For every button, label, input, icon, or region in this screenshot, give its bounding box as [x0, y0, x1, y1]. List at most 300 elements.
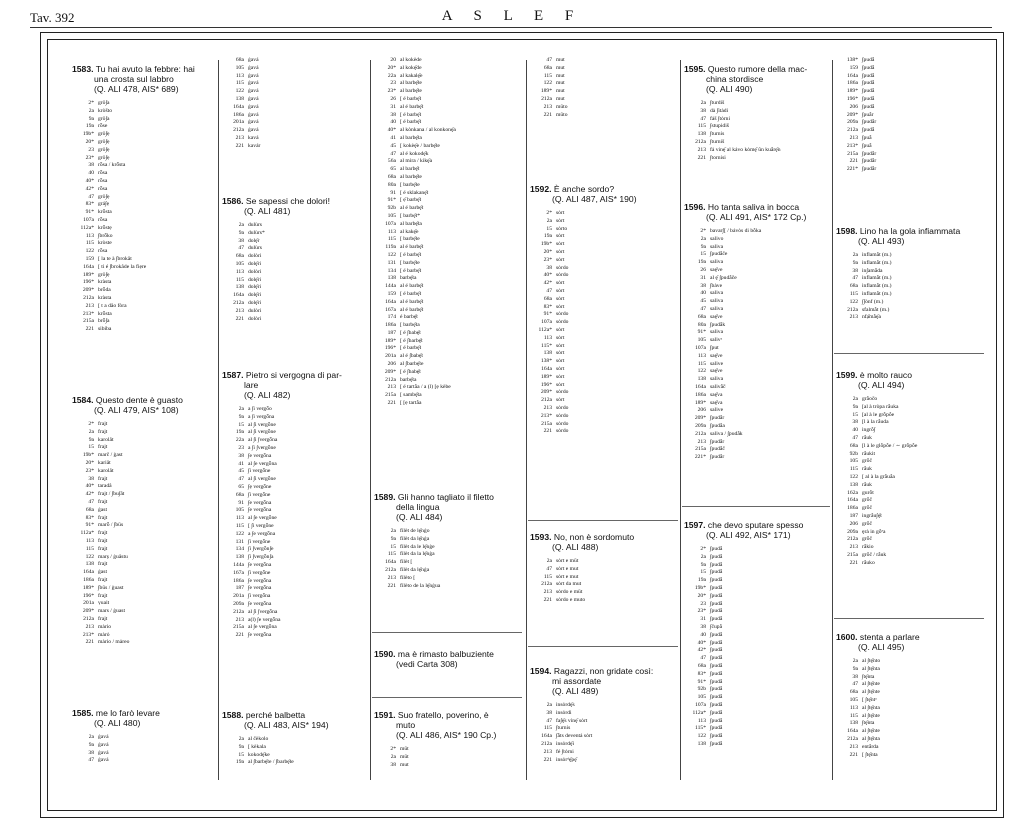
dialect-form: dolȩ̄ri — [248, 260, 262, 267]
response-row — [72, 279, 212, 287]
question-line: Pietro si vergogna di par- — [245, 370, 342, 380]
response-row — [684, 546, 830, 554]
question-number: 1588. — [222, 710, 244, 720]
question-number: 1595. — [684, 64, 706, 74]
dialect-form: rȫsa / krȫsta — [98, 162, 126, 169]
dialect-form: [ é barbȩ̄t — [400, 251, 422, 258]
location-code: 23 — [88, 146, 94, 153]
dialect-form: ∫pudǡ — [862, 88, 875, 95]
dialect-form: sȯrt — [556, 210, 565, 216]
section-1600 — [836, 632, 984, 759]
response-row — [530, 589, 678, 597]
response-row — [72, 468, 212, 476]
dialect-form: sȯrdo — [556, 404, 569, 411]
question-number: 1590. — [374, 649, 396, 659]
dialect-form: sȯrt — [556, 241, 565, 248]
location-code: 113 — [387, 228, 396, 235]
question-line: Se sapessi che dolori! — [245, 196, 330, 206]
question-number: 1585. — [72, 708, 94, 718]
dialect-form: in∫amǡda — [862, 267, 883, 274]
location-code: 212a — [695, 138, 706, 145]
response-row — [836, 443, 984, 451]
location-code: 164a — [847, 72, 858, 79]
location-code: 22a — [387, 72, 396, 79]
location-code: 212a — [233, 608, 244, 615]
response-row — [684, 108, 830, 116]
dialect-form: grö∫ẹ — [98, 131, 110, 138]
response-row — [684, 554, 830, 562]
response-row — [836, 458, 984, 466]
dialect-form: frajt / ∫bu∫ât — [98, 491, 125, 498]
dialect-form: frajt — [98, 421, 108, 427]
location-code: 122 — [697, 733, 706, 740]
response-row — [684, 577, 830, 585]
location-code: 23* — [85, 154, 94, 161]
response-row — [72, 554, 212, 562]
location-code: 15 — [700, 251, 706, 258]
response-row — [72, 421, 212, 429]
dialect-form: sȯrt — [556, 256, 565, 263]
location-code: 221 — [235, 315, 244, 322]
response-row — [72, 116, 212, 124]
dialect-form: ∫i vergȫne — [248, 491, 271, 498]
response-row — [836, 674, 984, 682]
location-code: 167a — [385, 306, 396, 313]
section-rule — [372, 632, 522, 633]
dialect-form: saȩ̄ve — [710, 266, 723, 273]
response-row — [836, 283, 984, 291]
dialect-form: sȯrdo — [556, 264, 569, 271]
dialect-form: ∫e vergȫna — [248, 499, 272, 506]
response-row — [530, 241, 678, 249]
dialect-form: marč / ġast — [98, 452, 123, 459]
dialect-form: ġavá — [98, 749, 109, 756]
dialect-form: dȧ ∫itȧdi — [710, 107, 729, 114]
section-rule — [682, 506, 830, 507]
location-code: 164a — [233, 292, 244, 299]
response-row — [222, 453, 362, 461]
location-code: 47 — [546, 717, 552, 724]
response-list — [72, 734, 212, 765]
response-row — [684, 608, 830, 616]
dialect-form: saliva — [710, 259, 724, 266]
dialect-form: saliva — [710, 298, 724, 305]
response-list — [684, 228, 830, 462]
response-row — [222, 96, 362, 104]
response-row — [684, 647, 830, 655]
response-row — [684, 275, 830, 283]
response-row — [374, 229, 522, 237]
response-row — [72, 162, 212, 170]
response-row — [374, 80, 522, 88]
dialect-form: a ∫i vergȫna — [248, 413, 275, 420]
response-row — [374, 166, 522, 174]
location-code: 138 — [387, 275, 396, 282]
response-row — [836, 158, 984, 166]
response-row — [374, 762, 522, 770]
section-1593 — [530, 532, 678, 605]
dialect-form: gurȱt — [862, 489, 874, 496]
response-row — [530, 710, 678, 718]
source-reference: (Q. ALI 495) — [858, 642, 905, 652]
response-row — [72, 147, 212, 155]
location-code: 2* — [700, 546, 706, 552]
response-row — [684, 283, 830, 291]
dialect-form: sȯrt e mut — [556, 565, 579, 572]
response-row — [374, 528, 522, 536]
response-row — [530, 597, 678, 605]
dialect-form: salive — [710, 360, 724, 367]
location-code: 113 — [235, 515, 244, 522]
column-divider — [832, 60, 833, 780]
location-code: 26 — [390, 95, 396, 102]
dialect-form: ∫čupǡ — [710, 623, 723, 630]
dialect-form: [ é ∫barbȩ̄t — [400, 337, 423, 344]
question-text — [374, 649, 522, 669]
dialect-form: al ∫e vergȫna — [248, 624, 277, 631]
dialect-form: ġavá — [248, 119, 259, 126]
location-code: 83* — [85, 514, 94, 521]
location-code: 45 — [700, 298, 706, 305]
source-reference: (Q. ALI 478, AIS* 689) — [94, 84, 179, 94]
dialect-form: al é barbȩ̄t — [400, 205, 424, 212]
response-row — [836, 291, 984, 299]
dialect-form: sȯrdo — [556, 412, 569, 419]
response-row — [530, 327, 678, 335]
response-row — [374, 88, 522, 96]
location-code: 47 — [238, 476, 244, 483]
response-row — [72, 593, 212, 601]
dialect-form: barbȩ̄ta — [400, 275, 417, 282]
response-row — [530, 233, 678, 241]
response-row — [222, 143, 362, 151]
dialect-form: ∫pudǡ — [710, 600, 723, 607]
dialect-form: insȯrdi — [556, 709, 572, 716]
location-code: 138 — [849, 720, 858, 727]
location-code: 20* — [387, 64, 396, 71]
response-row — [72, 248, 212, 256]
dialect-form: ġavá — [248, 95, 259, 102]
dialect-form: [al à le grȱpȱe — [862, 411, 895, 418]
dialect-form: rǡuk — [862, 481, 872, 488]
question-text — [222, 370, 362, 390]
location-code: 144a — [385, 283, 396, 290]
dialect-form: [ é ∫babȩ̄t — [400, 329, 421, 336]
dialect-form: [ é barbȩ̄t — [400, 95, 422, 102]
question-text — [72, 64, 212, 84]
location-code: 91 — [390, 189, 396, 196]
dialect-form: ∫turniš — [710, 138, 725, 145]
response-row — [72, 225, 212, 233]
location-code: 38 — [238, 452, 244, 459]
response-row — [684, 131, 830, 139]
question-text — [222, 710, 362, 720]
location-code: 212a — [83, 615, 94, 622]
dialect-form: dolȩ̄ri — [248, 276, 262, 283]
response-row — [374, 338, 522, 346]
location-code: 196* — [540, 381, 552, 388]
response-row — [530, 397, 678, 405]
response-row — [684, 733, 830, 741]
location-code: 209* — [694, 415, 706, 422]
location-code: 80a — [697, 321, 706, 328]
location-code: 2a — [238, 736, 244, 742]
dialect-form: al ∫i vergȫne — [248, 429, 276, 436]
response-row — [684, 655, 830, 663]
location-code: 107a — [695, 344, 706, 351]
location-code: 206 — [849, 520, 858, 527]
location-code: 115 — [849, 290, 858, 297]
question-line: mi assordate — [552, 676, 602, 686]
dialect-form: grö∫ẹ — [98, 271, 110, 278]
response-row — [72, 429, 212, 437]
location-code: 40 — [700, 631, 706, 638]
dialect-form: dulùrs — [248, 222, 262, 228]
dialect-form: al barbȩ̄t — [400, 166, 420, 173]
question-line: Lino ha la gola infiammata — [859, 226, 961, 236]
response-row — [374, 260, 522, 268]
location-code: 68a — [235, 57, 244, 63]
dialect-form: [ la te à ∫brokât — [98, 255, 132, 262]
dialect-form: frajt — [98, 444, 108, 451]
location-code: 47 — [238, 245, 244, 252]
location-code: 19a — [543, 233, 552, 240]
location-code: 45 — [238, 468, 244, 475]
source-reference: (Q. ALI 490) — [706, 84, 753, 94]
dialect-form: fa∫ȩ̄s vinȩ̄ sȯrt — [556, 717, 588, 724]
dialect-form: grö∫ẹ — [98, 193, 110, 200]
dialect-form: ġavá — [248, 103, 259, 110]
response-row — [222, 461, 362, 469]
response-row — [530, 304, 678, 312]
source-reference: (Q. ALI 481) — [244, 206, 291, 216]
location-code: 47 — [700, 305, 706, 312]
response-row — [72, 272, 212, 280]
location-code: 221 — [387, 582, 396, 589]
dialect-form: grȱč / rǡuk — [862, 551, 887, 558]
location-code: 115 — [697, 360, 706, 367]
location-code: 113 — [235, 268, 244, 275]
location-code: 115 — [849, 466, 858, 473]
response-row — [222, 135, 362, 143]
dialect-form: rȫsa — [98, 216, 108, 223]
response-row — [72, 437, 212, 445]
response-row — [530, 249, 678, 257]
response-row — [530, 581, 678, 589]
response-row — [222, 238, 362, 246]
response-row — [222, 269, 362, 277]
dialect-form: ∫pudǡ — [710, 569, 723, 576]
location-code: 19a — [697, 259, 706, 266]
dialect-form: ġast — [98, 506, 108, 513]
dialect-form: ∫pudǡr — [710, 454, 725, 461]
location-code: 189* — [694, 399, 706, 406]
response-row — [374, 244, 522, 252]
location-code: 9a — [238, 743, 244, 750]
dialect-form: al ∫e vergȫna — [248, 460, 277, 467]
location-code: 47 — [700, 655, 706, 662]
question-number: 1598. — [836, 226, 858, 236]
response-row — [72, 155, 212, 163]
dialect-form: sibiba — [98, 326, 112, 333]
plate-number: Tav. 392 — [30, 10, 75, 25]
response-row — [836, 451, 984, 459]
response-row — [72, 131, 212, 139]
response-list — [530, 558, 678, 605]
location-code: 162a — [847, 489, 858, 496]
dialect-form: sȯrt — [556, 233, 565, 240]
response-row — [836, 135, 984, 143]
section-1596 — [684, 202, 830, 462]
location-code: 112a* — [538, 326, 552, 333]
response-row — [374, 559, 522, 567]
dialect-form: taradâ — [98, 483, 112, 490]
section-1594 — [530, 666, 678, 764]
response-row — [222, 316, 362, 324]
dialect-form: dolȩ̄ri — [248, 299, 262, 306]
response-row — [530, 319, 678, 327]
response-row — [530, 280, 678, 288]
response-row — [530, 574, 678, 582]
dialect-form: mȧrio / mȧreo — [98, 639, 130, 646]
location-code: 186a — [385, 322, 396, 329]
question-text — [684, 520, 830, 530]
response-row — [684, 368, 830, 376]
dialect-form: al mira / kikȩ̄a — [400, 158, 433, 165]
response-row — [836, 744, 984, 752]
dialect-form: ∫i vergȫne — [248, 569, 271, 576]
response-row — [530, 343, 678, 351]
column-divider — [680, 60, 681, 780]
response-row — [530, 210, 678, 218]
section-1589 — [374, 492, 522, 590]
section-1597 — [684, 520, 830, 749]
dialect-form: ∫ẹ vergȫne — [248, 483, 272, 490]
response-row — [684, 632, 830, 640]
response-row — [222, 261, 362, 269]
location-code: 209a — [233, 600, 244, 607]
response-row — [72, 186, 212, 194]
dialect-form: filèt da le lȩ̄nġe — [400, 543, 435, 550]
dialect-form: [ [ẹ tartǡa — [400, 400, 422, 407]
dialect-form: grö∫a — [98, 115, 110, 122]
response-row — [530, 296, 678, 304]
dialect-form: filèt da la lȩ̄nġa — [400, 551, 435, 558]
response-row — [72, 757, 212, 765]
dialect-form: ∫pudǡr — [862, 158, 877, 165]
dialect-form: grǡočo — [862, 396, 878, 402]
question-number: 1587. — [222, 370, 244, 380]
location-code: 2a — [88, 107, 94, 114]
dialect-form: é barbȩ̄t — [400, 314, 418, 321]
dialect-form: ∫pudǡ — [710, 725, 723, 732]
location-code: 9a — [88, 741, 94, 748]
dialect-form: kavár — [248, 142, 261, 149]
location-code: 206 — [849, 103, 858, 110]
response-row — [684, 702, 830, 710]
location-code: 26 — [700, 266, 706, 273]
dialect-form: [ é barbȩ̄t — [400, 119, 422, 126]
response-row — [836, 482, 984, 490]
response-row — [530, 88, 678, 96]
dialect-form: [ é barbȩ̄t — [400, 290, 422, 297]
question-text — [530, 184, 678, 194]
location-code: 42* — [85, 185, 94, 192]
response-row — [836, 396, 984, 404]
dialect-form: [ ti é ∫brokâde la fiẹre — [98, 263, 147, 270]
location-code: 221 — [543, 596, 552, 603]
dialect-form: sȯrt — [556, 365, 565, 372]
dialect-form: barbȩ̄ta — [400, 376, 417, 383]
dialect-form: mars / ġuast — [98, 608, 126, 615]
question-line: Ragazzi, non gridate così: — [553, 666, 654, 676]
response-row — [836, 166, 984, 174]
question-number: 1584. — [72, 395, 94, 405]
response-row — [72, 600, 212, 608]
dialect-form: mut — [556, 80, 565, 87]
response-row — [222, 104, 362, 112]
dialect-form: al kònkana / al konkonȩ̄a — [400, 127, 456, 134]
dialect-form: grö∫ẹ — [98, 146, 110, 153]
response-row — [836, 112, 984, 120]
question-line: della lingua — [396, 502, 440, 512]
response-row — [836, 435, 984, 443]
response-row — [72, 100, 212, 108]
location-code: 112a* — [692, 709, 706, 716]
location-code: 215a — [233, 624, 244, 631]
response-row — [530, 226, 678, 234]
location-code: 38 — [88, 162, 94, 169]
response-row — [72, 538, 212, 546]
dialect-form: mut — [556, 57, 565, 63]
section-1585-cont — [222, 57, 362, 151]
dialect-form: rȫse — [98, 123, 108, 130]
location-code: 47 — [390, 150, 396, 157]
response-row — [684, 392, 830, 400]
dialect-form: brȫda — [98, 287, 111, 294]
response-list — [836, 396, 984, 568]
dialect-form: fȧš ∫tȯrni — [710, 115, 731, 122]
dialect-form: ingrȱ∫ — [862, 427, 876, 434]
dialect-form: grö∫a — [98, 100, 110, 106]
location-code: 164a — [83, 569, 94, 576]
dialect-form: sfalmǡt (m.) — [862, 306, 890, 313]
location-code: 47 — [88, 757, 94, 764]
response-row — [72, 240, 212, 248]
location-code: 115 — [387, 551, 396, 558]
question-number: 1599. — [836, 370, 858, 380]
response-row — [222, 515, 362, 523]
dialect-form: al kokȩ̄de — [400, 64, 422, 71]
location-code: 40 — [700, 290, 706, 297]
response-row — [222, 617, 362, 625]
location-code: 2a — [238, 406, 244, 412]
dialect-form: grȱč — [862, 536, 872, 543]
response-row — [72, 444, 212, 452]
location-code: 122 — [543, 80, 552, 87]
question-text — [836, 632, 984, 642]
dialect-form: [ kokèȩ̄e / barbȩ̄te — [400, 142, 440, 149]
location-code: 115 — [387, 236, 396, 243]
question-line: che devo sputare spesso — [707, 520, 804, 530]
question-text — [222, 196, 362, 206]
location-code: 38 — [852, 419, 858, 426]
dialect-form: grȱč — [862, 458, 872, 465]
response-row — [222, 73, 362, 81]
response-row — [72, 209, 212, 217]
location-code: 23* — [387, 88, 396, 95]
section-1591 — [374, 710, 522, 769]
